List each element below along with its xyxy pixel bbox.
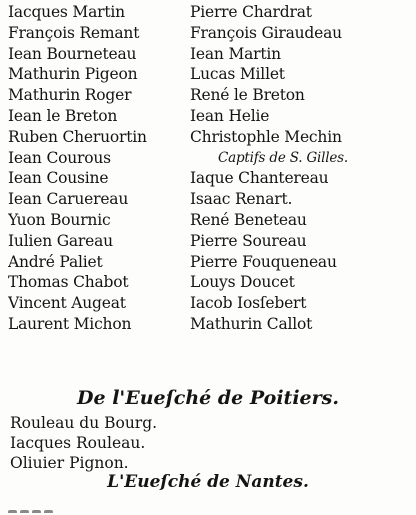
name-entry: Oliuier Pignon. [10, 454, 129, 472]
name-entry: Louys Doucet [190, 273, 295, 292]
name-entry: Yuon Bournic [8, 210, 111, 229]
name-entry: François Giraudeau [190, 23, 342, 42]
name-entry: Rouleau du Bourg. [10, 414, 158, 432]
name-entry: Vincent Augeat [8, 294, 126, 313]
name-entry: Ruben Cheruortin [8, 127, 147, 146]
name-entry: Iean le Breton [8, 106, 118, 125]
name-entry: Pierre Fouqueneau [190, 252, 337, 271]
name-entry: Thomas Chabot [8, 273, 129, 292]
name-entry: Iean Caruereau [8, 190, 129, 209]
section-title-nantes: L'Eueſché de Nantes. [107, 472, 309, 492]
name-entry: Mathurin Pigeon [8, 65, 138, 84]
name-entry: Lucas Millet [190, 65, 285, 84]
name-entry: Mathurin Roger [8, 86, 132, 105]
name-entry: Iean Martin [190, 44, 281, 63]
name-entry: Pierre Chardrat [190, 3, 312, 21]
poitiers-name-list [10, 413, 157, 473]
name-entry: Iaque Chantereau [190, 169, 329, 188]
name-entry: René Beneteau [190, 210, 307, 229]
section-title-poitiers: De l'Eueſché de Poitiers. [77, 387, 339, 409]
name-entry: Iean Helie [190, 106, 270, 125]
name-entry: Iacques Martin [8, 3, 125, 21]
subheading-captifs: Captifs de S. Gilles. [218, 149, 348, 166]
name-entry: Iean Cousine [8, 169, 109, 188]
name-entry: Isaac Renart. [190, 190, 293, 209]
name-entry: Iulien Gareau [8, 231, 113, 250]
left-name-column [8, 2, 180, 335]
name-entry: Iacques Rouleau. [10, 434, 146, 452]
name-entry: Christophle Mechin [190, 127, 342, 146]
name-entry: Mathurin Callot [190, 314, 313, 333]
name-entry: Laurent Michon [8, 314, 132, 333]
right-name-column [190, 2, 410, 335]
name-entry: Pierre Soureau [190, 231, 307, 250]
name-entry: René le Breton [190, 86, 305, 105]
name-entry: Iean Bourneteau [8, 44, 137, 63]
name-entry: François Remant [8, 23, 140, 42]
cropped-text-fragment [8, 499, 68, 513]
name-entry: Iacob Iosſebert [190, 294, 307, 313]
name-entry: André Paliet [8, 252, 103, 271]
name-entry: Iean Courous [8, 148, 111, 167]
